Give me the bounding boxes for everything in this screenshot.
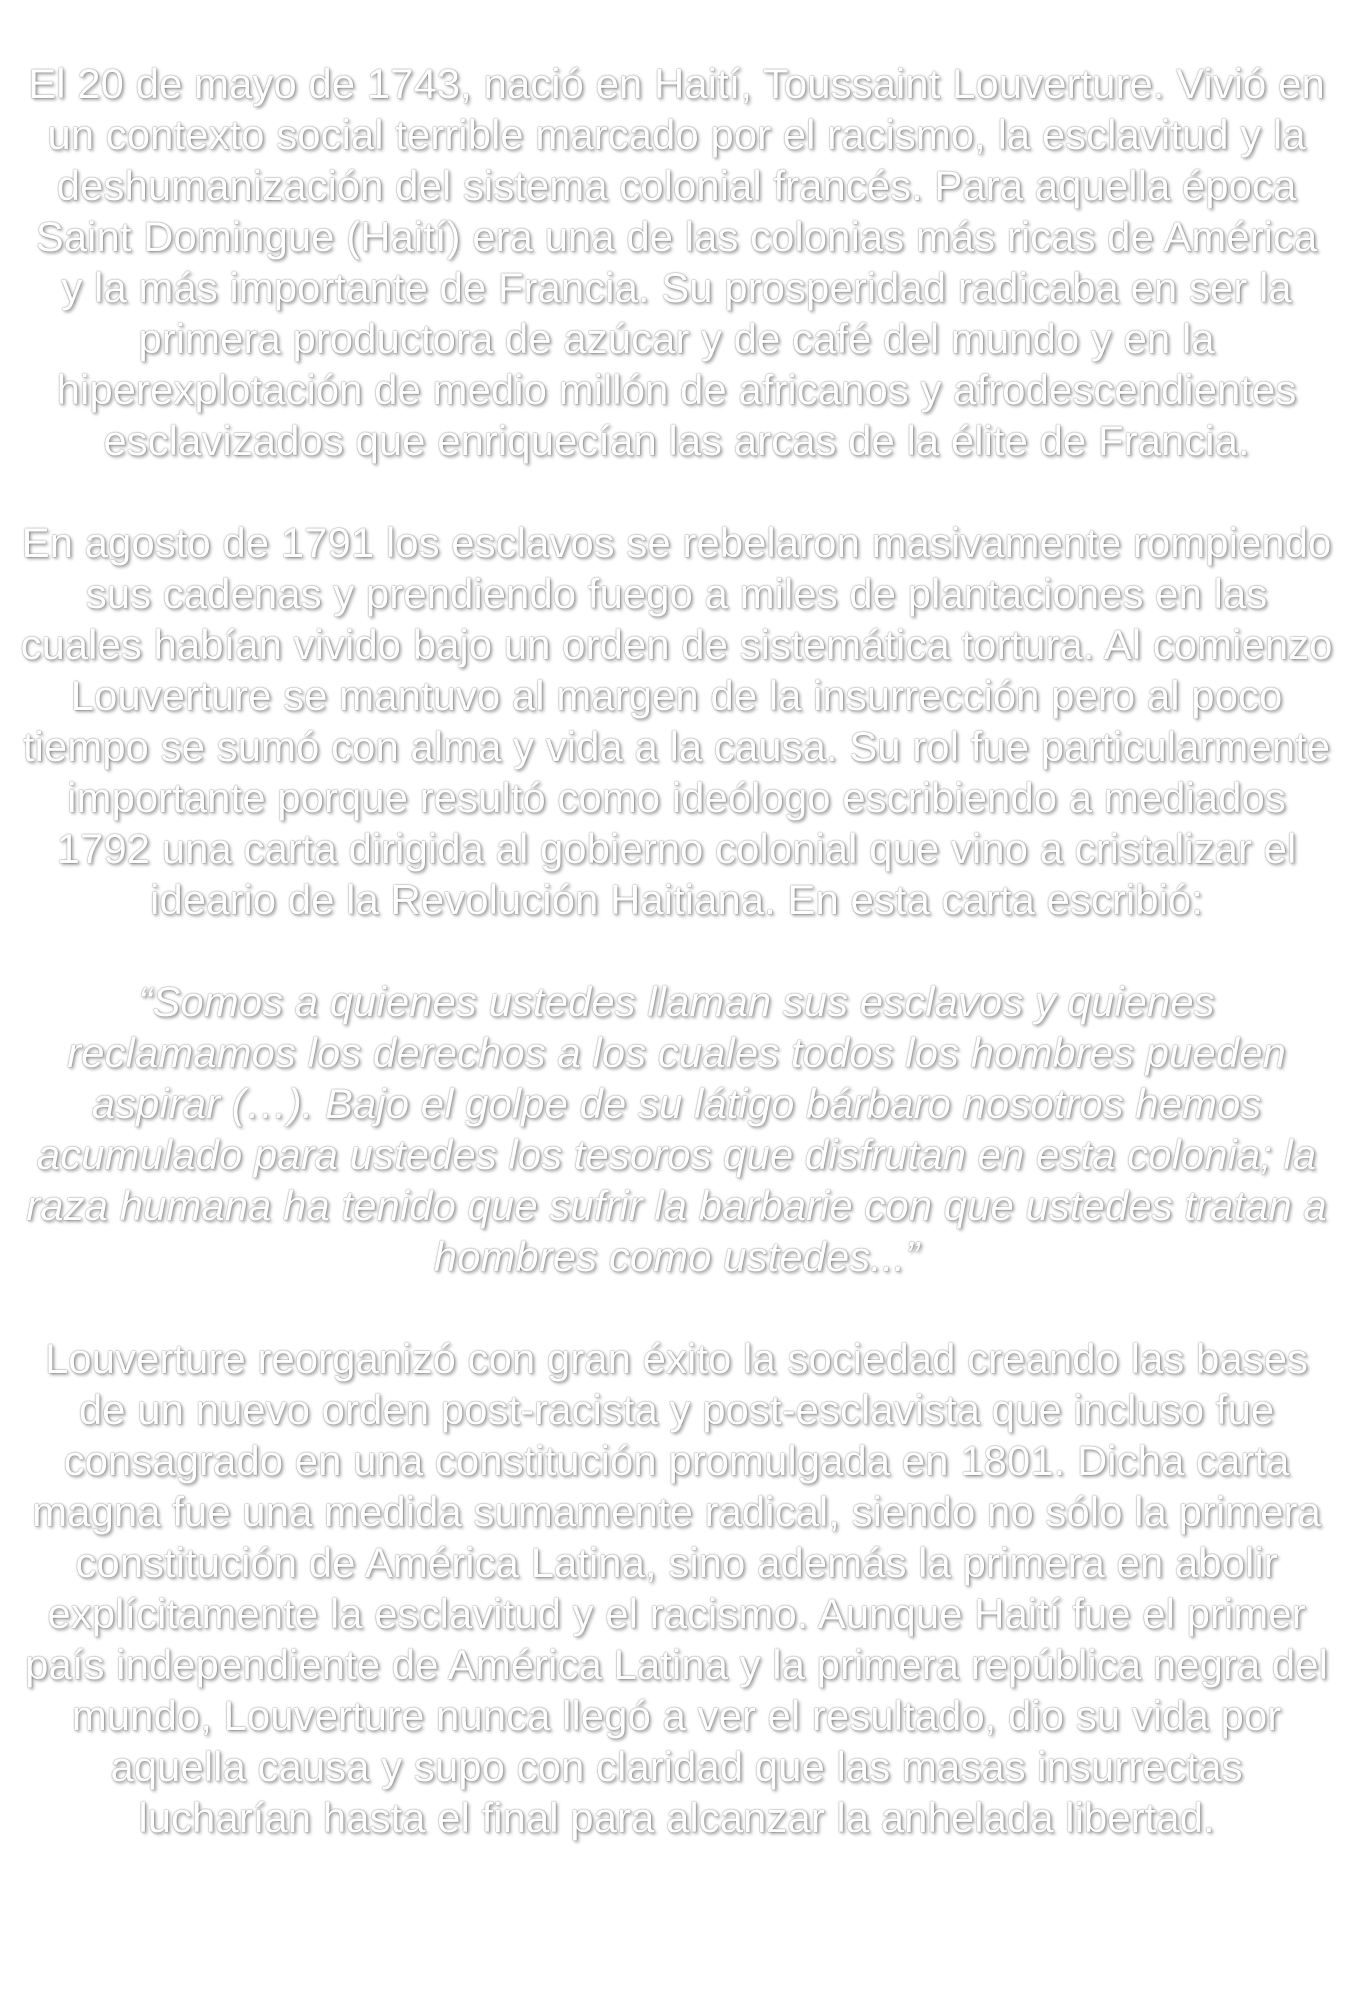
paragraph-birth-and-context: El 20 de mayo de 1743, nació en Haití, Toussaint Louverture. Vivió en un contexto social terrible marcado por el racismo, la esclavitud y la deshumanización del sistema colonial francés. Para aquella época Saint Domingue (Haití) era una de las colonias más ricas de América y la más importante de Francia. Su prosperidad radicaba en ser la primera productora de azúcar y de café del mundo y en la hiperexplotación de medio millón de africanos y afrodescendientes esclavizados que enriquecían las arcas de la élite de Francia.	[28, 60, 1325, 464]
paragraph-constitution-1801: Louverture reorganizó con gran éxito la sociedad creando las bases de un nuevo orden post-racista y post-esclavista que incluso fue consagrado en una constitución promulgada en 1801. Dicha carta magna fue una medida sumamente radical, siendo no sólo la primera constitución de América Latina, sino además la primera en abolir explícitamente la esclavitud y el racismo. Aunque Haití fue el primer país independiente de América Latina y la primera república negra del mundo, Louverture nunca llegó a ver el resultado, dio su vida por aquella causa y supo con claridad que las masas insurrectas lucharían hasta el final para alcanzar la anhelada libertad.	[25, 1335, 1328, 1841]
paragraph-letter-quote: “Somos a quienes ustedes llaman sus esclavos y quienes reclamamos los derechos a los cuales todos los hombres pueden aspirar (…). Bajo el golpe de su látigo bárbaro nosotros hemos acumulado para ustedes los tesoros que disfrutan en esta colonia; la raza humana ha tenido que sufrir la barbarie con que ustedes tratan a hombres como ustedes...”	[26, 978, 1327, 1280]
document-body	[0, 58, 1353, 1894]
paragraph-revolt-1791: En agosto de 1791 los esclavos se rebelaron masivamente rompiendo sus cadenas y prendiendo fuego a miles de plantaciones en las cuales habían vivido bajo un orden de sistemática tortura. Al comienzo Louverture se mantuvo al margen de la insurrección pero al poco tiempo se sumó con alma y vida a la causa. Su rol fue particularmente importante porque resultó como ideólogo escribiendo a mediados 1792 una carta dirigida al gobierno colonial que vino a cristalizar el ideario de la Revolución Haitiana. En esta carta escribió:	[20, 519, 1333, 923]
